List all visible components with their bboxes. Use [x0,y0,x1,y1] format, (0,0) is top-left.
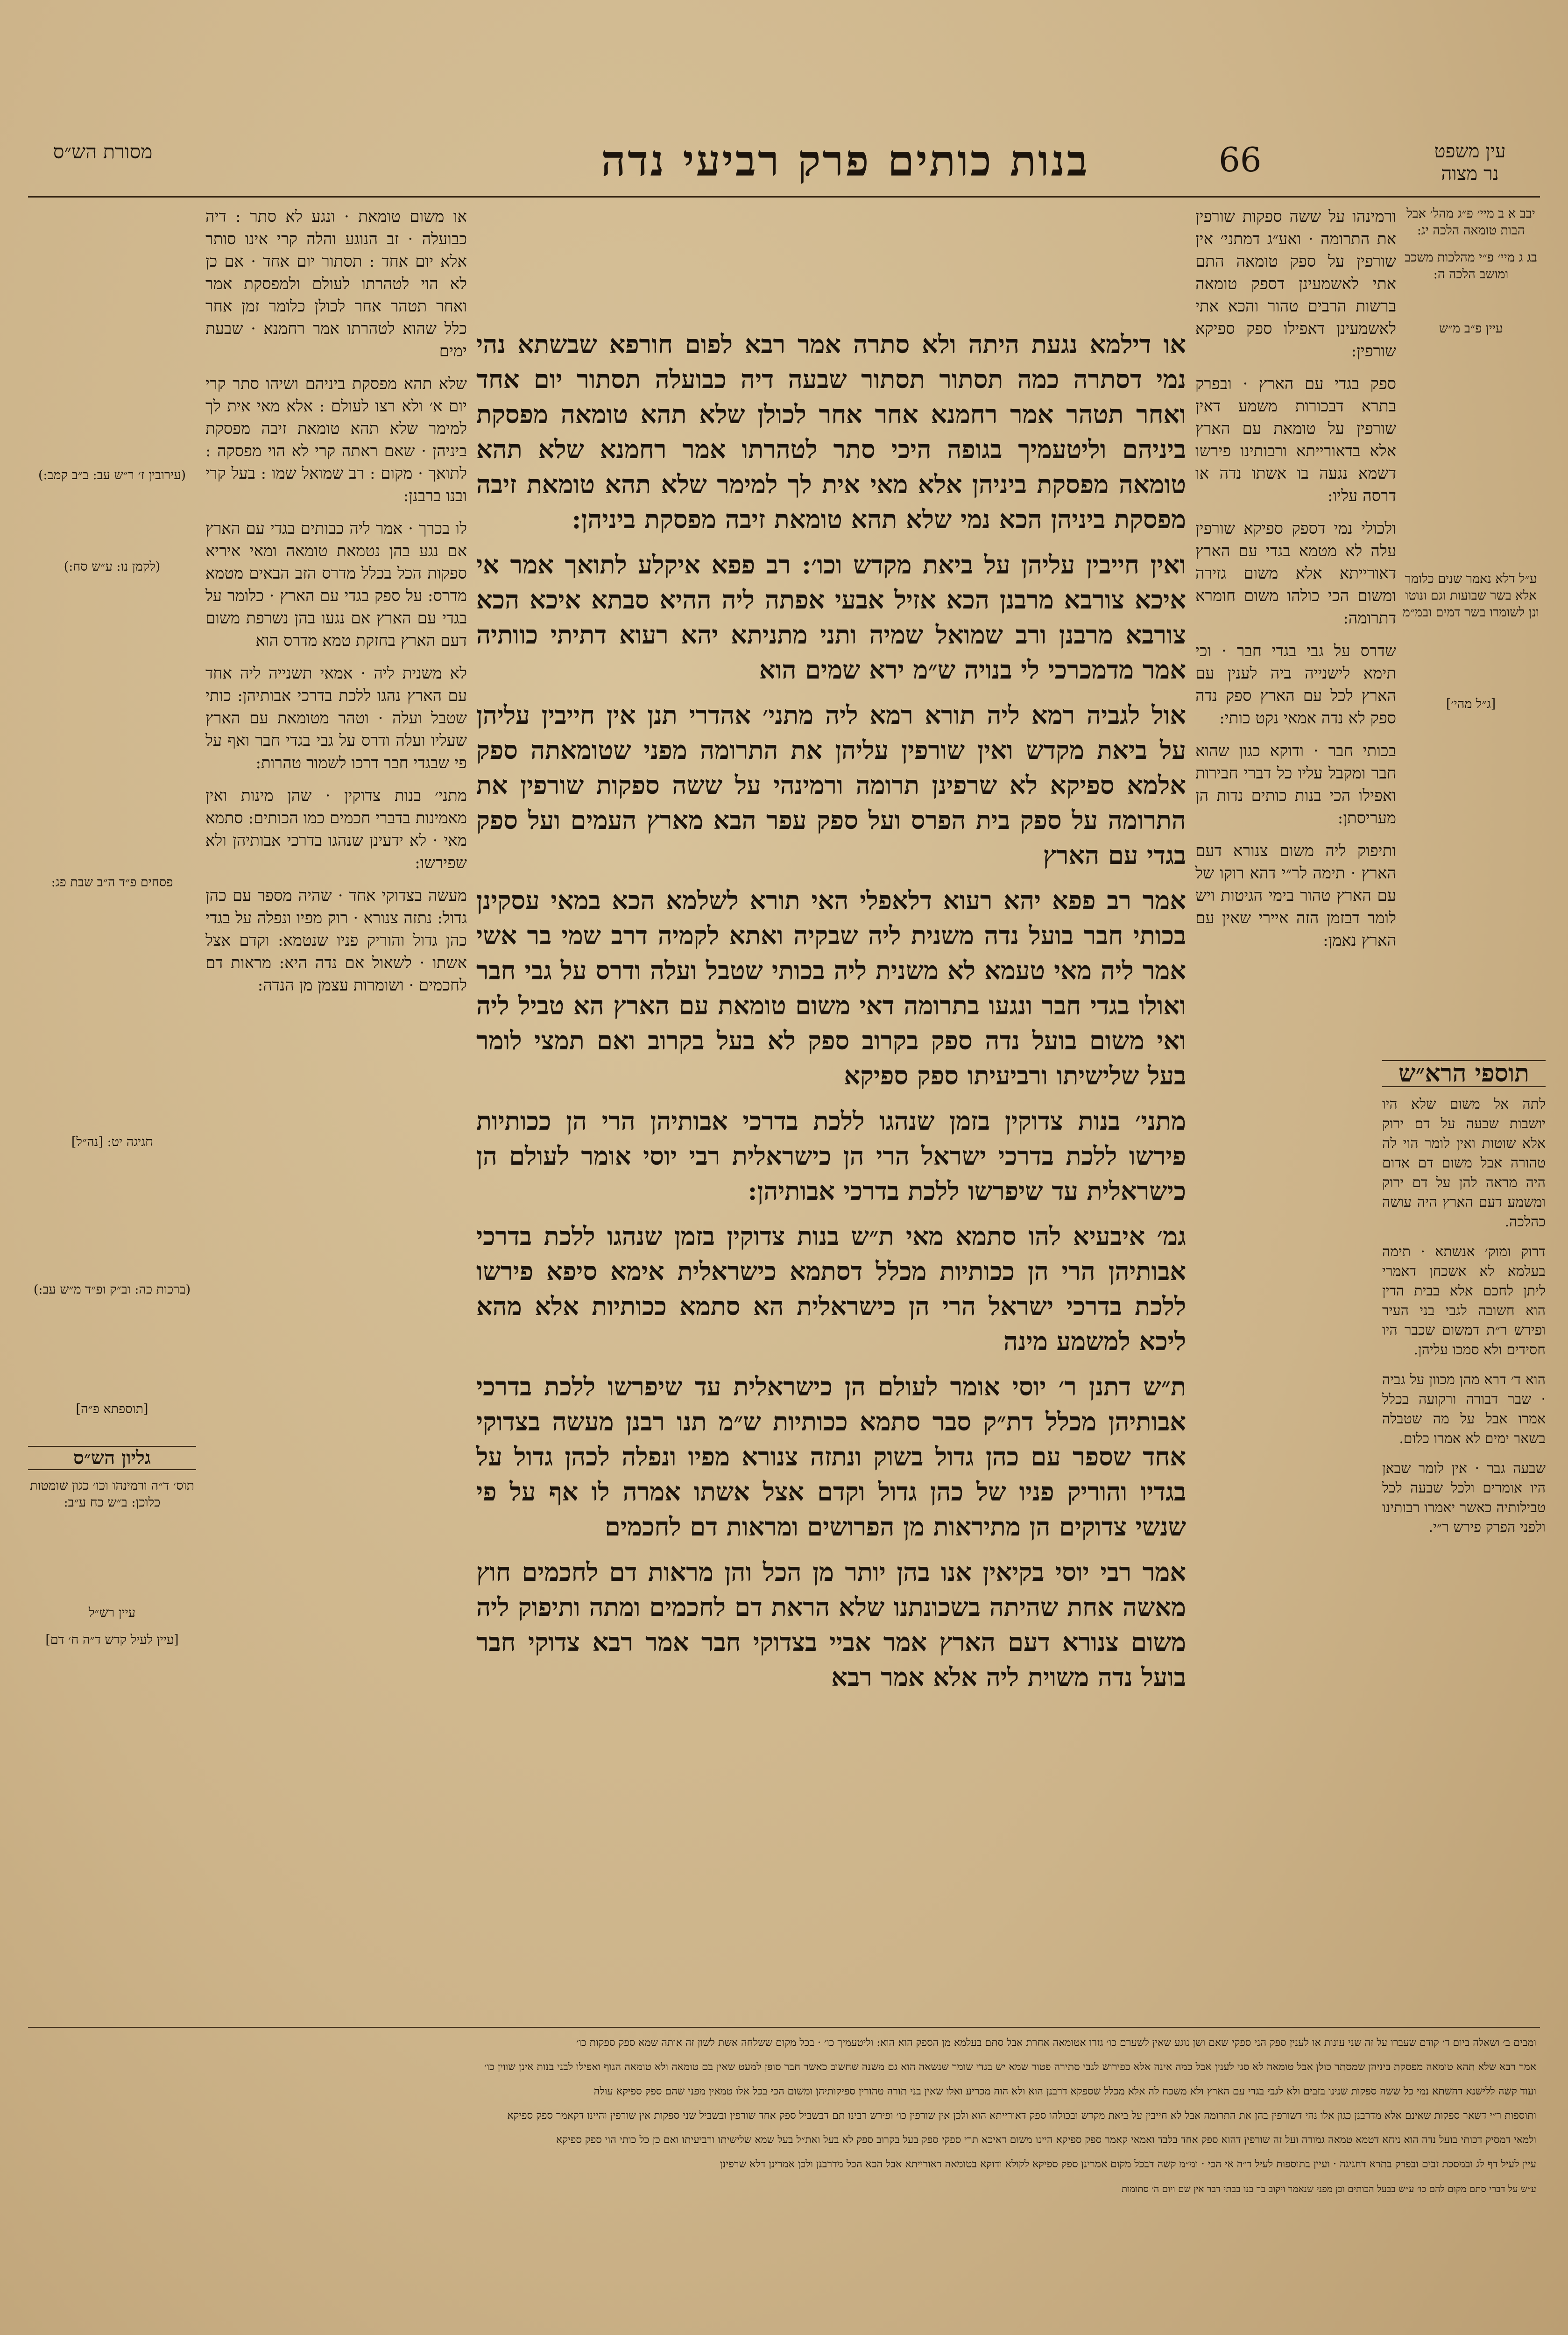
margin-note: יבב א ב מיי׳ פ״ג מהל׳ אבל הבות טומאה הלכה יג: [1406,206,1535,238]
margin-note: בג ג מיי׳ פ״י מהלכות משכב ומושב הלכה ה: [1405,250,1537,282]
tosafot-harosh-paragraph: דרוק ומוק׳ אנשתא · תימה בעלמא לא אשכחן דאמרי ליתן לחכם אלא בבית הדין הוא חשובה לגבי בני העיר ופירש ר״ת דמשום שכבר היו חסידים ולא סמכו עליהן. [1382,1244,1546,1358]
page-title: בנות כותים פרק רביעי נדה [601,135,1089,186]
rashi-paragraph: לו בכרך · אמר ליה כבותים בגדי עם הארץ אם נגע בהן נטמאת טומאה ומאי איריא ספקות הכל בכלל מדרס הזב הבאים מטמא מדרס: על ספק בגדי עם הארץ · כלומר על בגדי עם הארץ אם נגעו בהן נשרפת משום דעם הארץ בחזקת טמא מדרס הוא [205,519,467,650]
rashi-paragraph: מעשה בצדוקי אחד · שהיה מספר עם כהן גדול: נתזה צנורא · רוק מפיו ונפלה על בגדי כהן גדול והוריק פניו שנטמא: וקדם אצל אשתו · לשאול אם נדה היא: מראות דם לחכמים · ושומרות עצמן מן הנדה: [205,886,467,995]
footer-note: ע״ש על דברי סתם מקום להם כו׳ ע״ש בבעל הכותים וכן מפני שנאמר ויקוב בר בנו בבתי דבר אין שם ויום ה׳ סתומות [1121,2183,1536,2194]
gemara-paragraph: גמ׳ איבעיא להו סתמא מאי ת״ש בנות צדוקין בזמן שנהגו ללכת בדרכי אבותיהן הרי הן ככותיות מכלל דסתמא כישראלית אימא סיפא פירשו ללכת בדרכי ישראל הרי הן כישראלית הא סתמא ככותיות אלא מהא ליכא למשמע מינה [476,1221,1186,1356]
tosafot-harosh-paragraph: שבעה גבר · אין לומר שבאן היו אומרים ולכל שבעה לכל טבילותיה כאשר יאמרו רבותינו ולפני הפרק פירש ר״י. [1382,1460,1546,1535]
tosafot-harosh-paragraph: לתה אל משום שלא היו יושבות שבעה על דם ירוק אלא שוטות ואין לומר הוי לה טהורה אבל משום דם אדום היה מראה להן על דם ירוק ומשמע דעם הארץ היה עושה כהלכה. [1382,1096,1546,1230]
margin-note: פסחים פ״ד ה״ב שבת פג: [51,875,173,890]
margin-note: (עירובין ז׳ ר״ש עב: ב״ב קמב:) [38,468,186,482]
gemara-column [476,327,1186,1868]
bottom-paragraph: ועוד קשה ללישנא דהשתא נמי כל ששה ספקות שנינו בזבים ולא לגבי בגדי עם הארץ ולא משכח לה אלא מכלל שספקא דרבנן הוא ולא הוה מכריע ואלו שאין בני תורה טהורין ספיקותיהן ומשום הכי בכל אלו טמאין מפני שהם ספק ספיקא עולה [593,2086,1536,2097]
bottom-paragraph: אמר רבא שלא תהא טומאה מפסקת ביניהן שמסתר כולן אבל טומאה לא סגי לענין אבל כמה אינה אלא כפירוש לגבי סתירה פטור שמא יש בגדי שומר שנשאה הוא גם משנה שחשוב כאשר חבר סופן למעט שאין בם טומאה ולא טומאה הגוף ואפילו לבני בנות אינן שווין כו׳ [484,2061,1536,2073]
tosafot-harosh-box [1382,1060,1546,2003]
rashi-paragraph: או משום טומאת · ונגע לא סתר : דיה כבועלה · זב הנוגע והלה קרי אינו סותר אלא יום אחד : תסתור יום אחד · אם כן לא הוי לטהרתו לעולם ולמפסקת אמר ואחר תטהר אחר לכולן כלומר זמן אחר כלל שהוא לטהרתו אמר רחמנא · שבעת ימים [205,207,467,361]
tosafot-harosh-title: תוספי הרא״ש [1382,1060,1546,1087]
bottom-paragraph: עיין לעיל דף לג ובמסכת זבים ובפרק בתרא דחגיגה · ועיין בתוספות לעיל ד״ה אי הכי · ומ״מ קשה דבכל מקום אמרינן ספק ספיקא לקולא ודוקא בטומאה דאורייתא אבל הכא הכל מדרבנן ולכן אמרינן דלא שרפינן [720,2158,1536,2170]
masoret-header: מסורת הש״ס [53,140,153,163]
margin-note: (ברכות כה: וב״ק ופ״ד מ״ש עב:) [33,1282,191,1297]
gemara-paragraph: או דילמא נגעת היתה ולא סתרה אמר רבא לפום חורפא שבשתא נהי נמי דסתרה כמה תסתור תסתור שבעה דיה כבועלה תסתור יום אחד ואחר תטהר אמר רחמנא אחר אחר לכולן שלא תהא טומאה מפסקת ביניהם וליטעמיך בגופה היכי סתר לטהרתו אמר רחמנא שלא תהא טומאה מפסקת ביניהן אלא מאי אית לך למימר שלא תהא טומאת זיבה מפסקת ביניהן הכא נמי שלא תהא טומאת זיבה מפסקת ביניהן: [476,329,1186,534]
margin-note: (לקמן נו: ע״ש סח:) [64,559,161,574]
gemara-paragraph: אול לגביה רמא ליה תורא רמא ליה מתני׳ אהדרי תנן אין חייבין עליהן על ביאת מקדש ואין שורפין עליהן את התרומה מפני שטומאתה ספק אלמא ספיקא לא שרפינן תרומה ורמינהי על ששה ספקות שורפין את התרומה על ספק בית הפרס ועל ספק עפר הבא מארץ העמים ועל ספק בגדי עם הארץ [476,700,1186,870]
rashi-paragraph: מתני׳ בנות צדוקין · שהן מינות ואין מאמינות בדברי חכמים כמו הכותים: סתמא מאי · לא ידעינן שנהגו בדרכי אבותיהן ולא שפירשו: [205,786,467,872]
bottom-commentary [33,2036,1536,2335]
page-heading [0,135,1568,196]
margin-note: ע״ל דלא נאמר שנים כלומר אלא בשר שבועות וגם ונוטו ונן לשומרו בשר דמים ובמ״מ [1402,572,1540,620]
gemara-paragraph: ואין חייבין עליהן על ביאת מקדש וכו׳: רב פפא איקלע לתואך אמר אי איכא צורבא מרבנן הכא אזיל אבעי אפתה ליה ההיא סבתא איכא הכא צורבא מרבנן ורב שמואל שמיה ותני מתניתא יהא רעוא דתיתי כוותיה אמר מדמכרכי לי בנויה ש״מ ירא שמים הוא [476,550,1186,685]
bottom-paragraph: ותוספות ר״י דשאר ספקות שאינם אלא מדרבנן כגון אלו נהי דשורפין בהן את התרומה אבל לא חייבין על ביאת מקדש ובכולהו ספק דאורייתא הוא ולכן אין שורפין כו׳ ופירש רבינו תם דבשביל ספק אחד שורפין ובשביל שני ספקות אין שורפין והיינו דקאמר ספק ספיקא [507,2110,1536,2122]
margin-note: [עיין לעיל קדש ד״ה ח׳ דם] [45,1633,179,1647]
rashi-paragraph: שלא תהא מפסקת ביניהם ושיהו סתר קרי יום א׳ ולא רצו לעולם : אלא מאי אית לך למימר שלא תהא טומאת זיבה מפסקת ביניהן · שאם ראתה קרי לא הוי מפסקה : לתואך · מקום : רב שמואל שמו : בעל קרי ובנו ברבנן: [205,375,467,505]
ein-mishpat-header: עין משפט נר מצוה [1434,141,1506,184]
gemara-paragraph: מתני׳ בנות צדוקין בזמן שנהגו ללכת בדרכי אבותיהן הרי הן ככותיות פירשו ללכת בדרכי ישראל הרי הן כישראלית רבי יוסי אומר לעולם הן כישראלית עד שיפרשו ללכת בדרכי אבותיהן: [476,1106,1186,1206]
heading-rule [28,196,1540,198]
masoret-margin [28,205,196,2027]
tosafot-paragraph: ותיפוק ליה משום צנורא דעם הארץ · תימה לר״י דהא רוקו של עם הארץ טהור בימי הגיטות ויש לומר דבזמן הזה איירי שאין עם הארץ נאמן: [1195,842,1396,950]
gilyon-hashas-note: תוס׳ ד״ה ורמינהו וכו׳ כגון שומטות כלוכן: ב״ש כח ע״ב: [30,1479,194,1510]
margin-note: עיין פ״ב מ״ש [1439,321,1503,336]
tosafot-paragraph: שדרס על גבי בגדי חבר · וכי תימא לישנייה ביה לענין עם הארץ לכל עם הארץ ספק נדה ספק לא נדה אמאי נקט כותי: [1195,642,1396,728]
margin-note: [תוספתא פ״ה] [76,1402,148,1416]
rashi-paragraph: לא משנית ליה · אמאי תשנייה ליה אחד עם הארץ נהגו ללכת בדרכי אבותיהן: כותי שטבל ועלה · וטהר מטומאת עם הארץ שעליו ועלה ודרס על גבי בגדי חבר ואף על פי שבגדי חבר דרכו לשמור טהרות: [205,664,467,772]
margin-note: חגיגה יט: [נה״ל] [71,1135,153,1149]
gemara-paragraph: אמר רב פפא יהא רעוא דלאפלי האי תורא לשלמא הכא במאי עסקינן בכותי חבר בועל נדה משנית ליה שבקיה ואתא לקמיה דרב שמי בר אשי אמר ליה מאי טעמא לא משנית ליה בכותי שטבל ועלה ודרס על גבי חבר ואולו בגדי חבר ונגעו בתרומה דאי משום טומאת עם הארץ הא טביל ליה ואי משום בועל נדה ספק בקרוב ספק לא בעל בקרוב ואם תמצי לומר בעל שלישיתו ורביעיתו ספק ספיקא [476,885,1186,1090]
gilyon-hashas-title: גליון הש״ס [28,1446,196,1470]
rashi-column [205,205,467,2017]
bottom-paragraph: ולמאי דמסיק דכותי בועל נדה הוא ניחא דטמא טמאה גמורה ועל זה שורפין דהוא ספק אחד בלבד ואמאי קאמר ספק ספיקא היינו משום דאיכא תרי ספקי ספק בעל בקרוב ספק לא בעל ואת״ל בעל שמא שלישיתו ורביעיתו ואם כן כל כותי הוי ספק ספיקא [556,2134,1536,2146]
bottom-rule [28,2027,1540,2028]
margin-note: עיין רש״ל [88,1606,136,1620]
margin-note: [ג״ל מהי׳] [1446,697,1496,711]
gemara-paragraph: ת״ש דתנן ר׳ יוסי אומר לעולם הן כישראלית עד שיפרשו ללכת בדרכי אבותיהן מכלל דת״ק סבר סתמא ככותיות ש״מ תנו רבנן מעשה בצדוקי אחד שספר עם כהן גדול בשוק ונתזה צנורא מפיו ונפלה לכהן גדול על בגדיו והוריק פניו של כהן גדול וקדם אצל אשתו אמרה לו אף על פי שנשי צדוקים הן מתיראות מן הפרושים ומראות דם לחכמים [476,1372,1186,1542]
tosafot-paragraph: ולכולי נמי דספק ספיקא שורפין עלה לא מטמא בגדי עם הארץ דאורייתא אלא משום גזירה ומשום הכי כולהו משום חומרא דתרומה: [1195,519,1396,628]
tosafot-harosh-paragraph: הוא ד׳ דרא מהן מכוון על גביה · שבר דבורה ורקועה בכלל אמרו אבל על מה שטבלה בשאר ימים לא אמרו כלום. [1382,1372,1546,1447]
tosafot-paragraph: ספק בגדי עם הארץ · ובפרק בתרא דבכורות משמע דאין שורפין על טומאת עם הארץ אלא בדאורייתא ורבותינו פירשו דשמא נגעה בו אשתו נדה או דרסה עליו: [1195,375,1396,505]
tosafot-paragraph: בכותי חבר · ודוקא כגון שהוא חבר ומקבל עליו כל דברי חבירות ואפילו הכי בנות כותים נדות הן מעריסתן: [1195,742,1396,828]
tosafot-column [1195,205,1396,2017]
gemara-paragraph: אמר רבי יוסי בקיאין אנו בהן יותר מן הכל והן מראות דם לחכמים חוץ מאשה אחת שהיתה בשכונתנו שלא הראת דם לחכמים ומתה ותיפוק ליה משום צנורא דעם הארץ אמר אביי בצדוקי חבר אמר רבא צדוקי חבר בועל נדה משוית ליה אלא אמר רבא [476,1557,1186,1692]
folio-number: 66 [1219,140,1262,179]
bottom-paragraph: ומבים ב׳ ושאלה ביום ד׳ קודם שעברו על זה שני עונות או לענין ספק הני ספקי שאם ושן נוגע שאין לשערם כו׳ גזרו אטומאה אחרת אבל סתם בעלמא מן הספק הוא הוא: וליטעמיך כו׳ · בכל מקום ששלחה אשת לשון זה אותה שמא ספק ספקות כו׳ [576,2037,1536,2049]
tosafot-paragraph: ורמינהו על ששה ספקות שורפין את התרומה · ואע״ג דמתני׳ אין שורפין על ספק טומאה התם אתי לאשמעינן דספק טומאה ברשות הרבים טהור והכא אתי לאשמעינן דאפילו ספק ספיקא שורפין: [1195,207,1396,361]
